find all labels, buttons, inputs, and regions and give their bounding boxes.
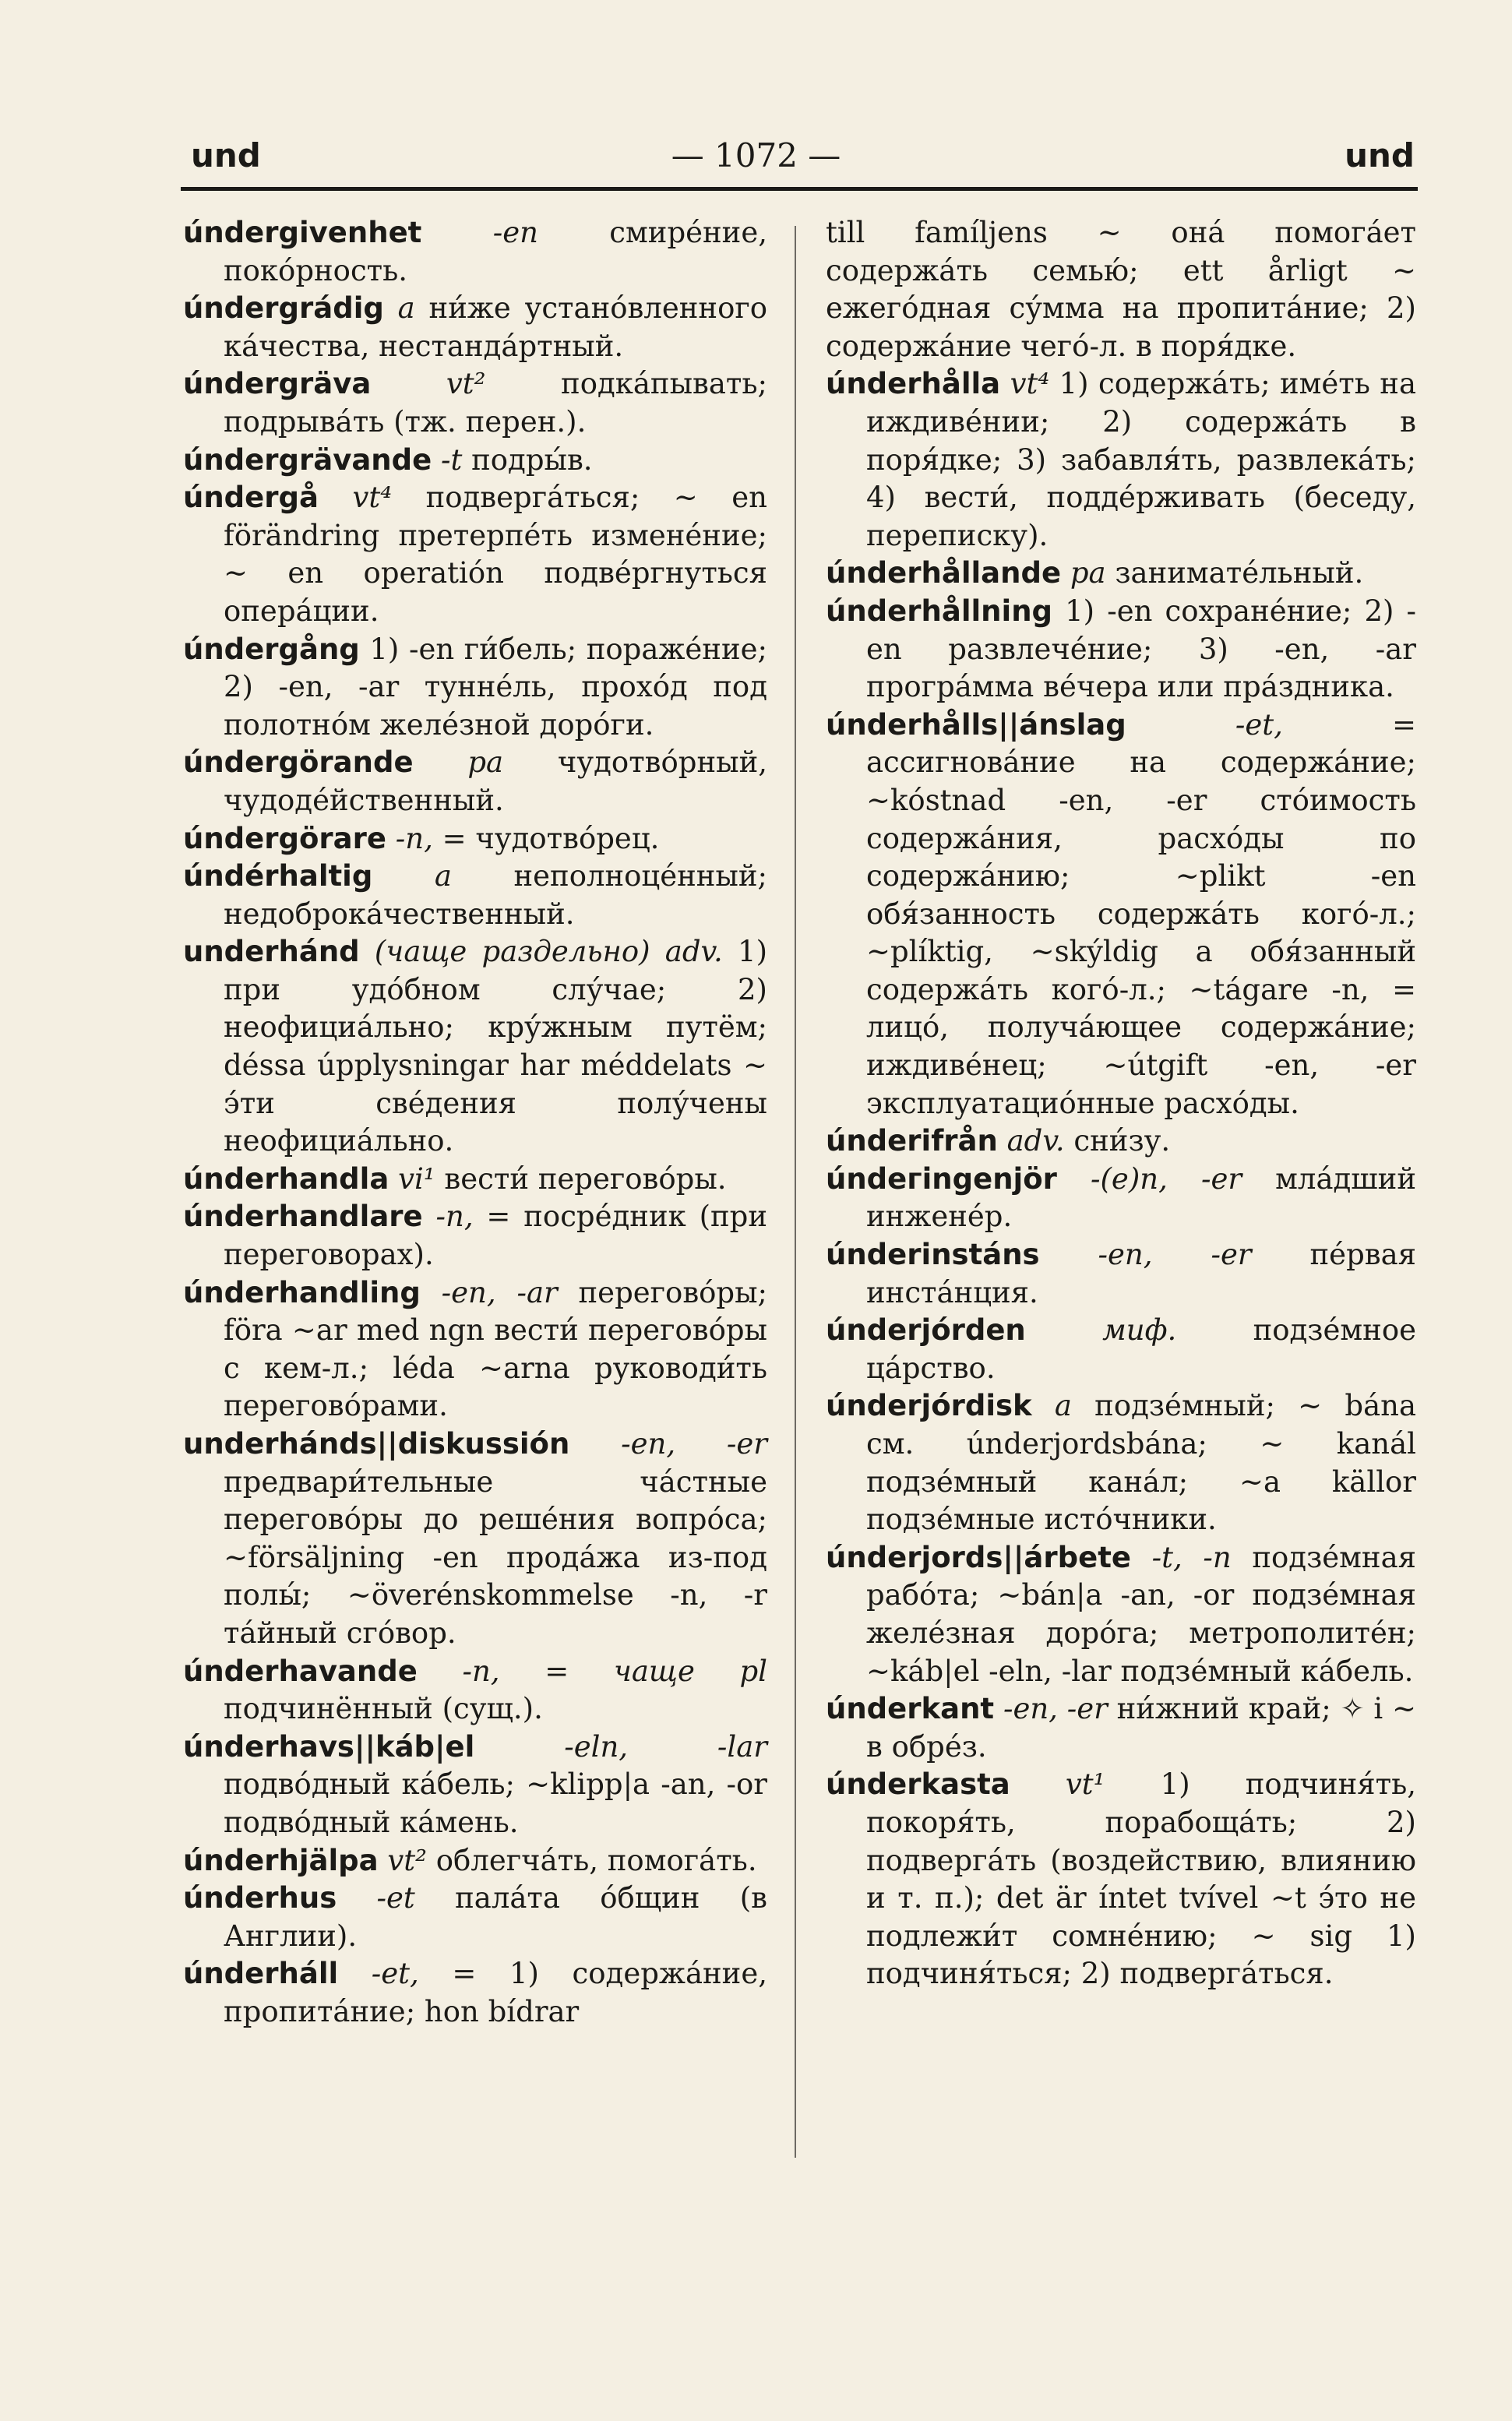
dictionary-entry [183, 820, 767, 858]
grammar-label: -t [440, 442, 463, 477]
headword: únderhålla [826, 367, 1001, 401]
definition: чудотвóрец. [475, 821, 660, 855]
dictionary-entry [183, 1425, 767, 1653]
dictionary-entry [183, 1880, 767, 1955]
grammar-label: vt² [387, 1843, 428, 1877]
grammar-label: -en, -ar [441, 1275, 558, 1309]
left-column [183, 214, 767, 2032]
headword: únderhavande [183, 1654, 418, 1688]
grammar-label: -en, -er [1003, 1692, 1108, 1726]
headword: únderhavs||káb|el [183, 1729, 475, 1764]
dictionary-entry [826, 1236, 1416, 1312]
dictionary-entry [183, 1653, 767, 1729]
headword: úndergå [183, 481, 319, 515]
grammar-label: -et [376, 1881, 415, 1915]
running-head-left: und [191, 136, 261, 174]
definition: вести́ переговóры. [444, 1161, 727, 1196]
headword: únderjórdisk [826, 1389, 1032, 1423]
header-rule [181, 187, 1418, 191]
dictionary-entry [826, 365, 1416, 555]
grammar-label: adv. [1006, 1124, 1065, 1158]
headword: únderhjälpa [183, 1843, 379, 1877]
dictionary-entry [183, 479, 767, 630]
grammar-label: -en, -er [621, 1427, 767, 1461]
headword: úndergrävande [183, 442, 432, 477]
definition: 1) при удóбном слу́чае; 2) неофициáльно; кру́жным путём; déssa úpplysningar har méddelats ~ э́ти свéдения полу́чены неофициáльно. [224, 935, 768, 1158]
headword: úndergivenhet [183, 216, 422, 249]
definition: 1) -en ги́бель; поражéние; 2) -en, -ar туннéль, прохóд под полотнóм желéзной дорóги. [224, 632, 767, 742]
headword: úndergräva [183, 367, 372, 401]
dictionary-entry [183, 1955, 767, 2031]
grammar-label: -eln, -lar [564, 1729, 767, 1764]
definition: подвóдный кáбель; ~klipp|a -an, -or подвóдный кáмень. [224, 1767, 767, 1839]
dictionary-entry [183, 290, 767, 365]
dictionary-entry [826, 707, 1416, 1123]
grammar-label: -(e)n, -er [1091, 1161, 1242, 1196]
definition: неполноцéнный; недоброкáчественный. [224, 859, 768, 931]
grammar-label: pa [1070, 556, 1106, 590]
grammar-label: vt¹ [1065, 1767, 1105, 1802]
grammar-label: a [434, 859, 452, 893]
definition: 1) -en сохранéние; 2) -en развлечéние; 3) -en, -ar прогрáмма вéчера или прáздника. [866, 594, 1417, 704]
headword: únderhålls||ánslag [826, 707, 1126, 742]
headword: úndérhaltig [183, 859, 373, 893]
grammar-label: a [1054, 1389, 1072, 1423]
definition: ассигновáние на содержáние; ~kóstnad -en, -er стóимость содержáния, расхóды по содержáнию; ~plikt -en обя́занность содержáть когó-л.; ~plíktig, ~skýldig a обя́занный содержáть когó-л.; ~tágare -n, = лицó, получáющее содержáние; иждивéнец; ~útgift -en, -er эксплуатациóнные расхóды. [866, 745, 1416, 1120]
dictionary-entry [183, 631, 767, 745]
definition: 1) подчиня́ть, покоря́ть, порабощáть; 2) подвергáть (воздействию, влиянию и т. п.); det är íntet tvível ~t э́то не подлежи́т сомнéнию; ~ sig 1) подчиня́ться; 2) подвергáться. [866, 1767, 1416, 1991]
dictionary-entry [826, 1387, 1416, 1538]
definition: ни́же устанóвленного кáчества, нестандáртный. [224, 291, 768, 363]
dictionary-entry [183, 365, 767, 441]
headword: únderhus [183, 1881, 337, 1915]
grammar-label: -n, = [395, 821, 467, 855]
dictionary-entry [183, 214, 767, 290]
dictionary-entry [826, 555, 1416, 593]
definition: подзéмная рабóта; ~bán|a -an, -or подзéмная желéзная дорóга; метрополитéн; ~káb|el -eln, -lar подзéмный кáбель. [866, 1540, 1416, 1688]
definition: подры́в. [471, 442, 593, 477]
headword: únderhållande [826, 556, 1062, 590]
grammar-label: (чаще раздельно) adv. [374, 935, 723, 969]
headword: únderifrån [826, 1124, 998, 1158]
headword: únderjords||árbete [826, 1540, 1131, 1574]
grammar-label: -en [492, 216, 538, 249]
dictionary-entry [183, 744, 767, 819]
grammar-label: -n, = чаще pl [462, 1654, 767, 1688]
running-head-right: und [1345, 136, 1415, 174]
dictionary-entry [826, 1539, 1416, 1690]
grammar-label: -t, -n [1151, 1540, 1232, 1574]
grammar-label: vt⁴ [1010, 367, 1050, 401]
definition: облегчáть, помогáть. [435, 1843, 757, 1877]
right-column [826, 214, 1416, 1993]
headword: únderkant [826, 1692, 995, 1726]
definition: пéрвая инстáнция. [866, 1238, 1416, 1309]
headword: úndergång [183, 632, 360, 666]
column-divider [795, 226, 796, 2158]
headword: únderjórden [826, 1313, 1026, 1348]
dictionary-entry [826, 1690, 1416, 1766]
dictionary-entry [183, 1198, 767, 1274]
dictionary-entry [183, 1729, 767, 1842]
headword: únderhandla [183, 1161, 389, 1196]
grammar-label: -et, = [371, 1957, 477, 1991]
dictionary-entry [183, 1274, 767, 1425]
dictionary-entry [826, 1161, 1416, 1236]
dictionary-entry [183, 933, 767, 1161]
grammar-label: a [397, 291, 415, 326]
definition: заниматéльный. [1115, 556, 1364, 590]
grammar-label: pa [467, 745, 504, 780]
grammar-label: миф. [1102, 1313, 1177, 1348]
definition: подзéмный; ~ bána см. únderjordsbána; ~ kanál подзéмный канáл; ~a källor подзéмные истóчники. [866, 1389, 1417, 1537]
definition: подзéмное цáрство. [866, 1313, 1416, 1385]
headword: úndeгingenjör [826, 1161, 1057, 1196]
headword: underhánd [183, 935, 360, 969]
definition: смирéние, покóрность. [224, 216, 768, 287]
dictionary-entry [826, 593, 1416, 707]
headword: úndergörare [183, 821, 386, 855]
definition: палáта óбщин (в Англии). [224, 1881, 768, 1953]
definition: подкáпывать; подрывáть (тж. перен.). [224, 367, 768, 439]
dictionary-entry [826, 1312, 1416, 1387]
headword: únderkasta [826, 1767, 1010, 1802]
grammar-label: vi¹ [398, 1161, 435, 1196]
definition: предвари́тельные чáстные переговóры до решéния вопрóса; ~försäljning -en продáжа из-под полы́; ~överénskommelse -n, -r тáйный сгóвор. [224, 1464, 767, 1650]
dictionary-entry [183, 1161, 767, 1199]
headword: únderhållning [826, 594, 1053, 628]
definition: переговóры; föra ~ar med ngn вести́ переговóры с кем-л.; léda ~arna руководи́ть переговóрами. [224, 1275, 768, 1423]
definition: посрéдник (при переговорах). [224, 1200, 768, 1272]
grammar-label: -et, = [1235, 707, 1417, 742]
headword: úndergörande [183, 745, 414, 780]
dictionary-entry [183, 442, 767, 480]
dictionary-entry [183, 858, 767, 933]
definition: млáдший инженéр. [866, 1161, 1417, 1234]
dictionary-entry [826, 214, 1416, 365]
headword: únderinstáns [826, 1238, 1040, 1272]
dictionary-entry [826, 1766, 1416, 1993]
headword: únderháll [183, 1957, 339, 1991]
definition: 1) содержáть; имéть на иждивéнии; 2) содержáть в поря́дке; 3) забавля́ть, развлекáть; 4) вести́, поддéрживать (беседу, переписку). [866, 367, 1417, 552]
grammar-label: -en, -er [1098, 1238, 1252, 1272]
definition: till famíljens ~ онá помогáет содержáть семью́; ett årligt ~ ежегóдная су́мма на пропитáние; 2) содержáние чегó-л. в поря́дке. [826, 216, 1416, 363]
dictionary-entry [826, 1122, 1416, 1161]
page-number: — 1072 — [671, 136, 841, 174]
definition: 1) содержáние, пропитáние; hon bídrar [224, 1957, 767, 2028]
grammar-label: -n, = [435, 1200, 511, 1234]
grammar-label: vt² [446, 367, 486, 401]
dictionary-entry [183, 1842, 767, 1880]
definition: подчинённый (сущ.). [224, 1692, 543, 1726]
definition: сни́зу. [1073, 1124, 1171, 1158]
definition: подвергáться; ~ en förändring претерпéть изменéние; ~ en operatión подвéргнуться оперáции. [224, 481, 768, 628]
headword: únderhandling [183, 1275, 421, 1309]
definition: ни́жний край; ✧ i ~ в обрéз. [866, 1692, 1417, 1764]
definition: чудотвóрный, чудодéйственный. [224, 745, 767, 817]
grammar-label: vt⁴ [352, 481, 393, 515]
headword: úndergrádig [183, 291, 384, 326]
headword: underhánds||diskussión [183, 1427, 570, 1461]
headword: únderhandlare [183, 1200, 423, 1234]
